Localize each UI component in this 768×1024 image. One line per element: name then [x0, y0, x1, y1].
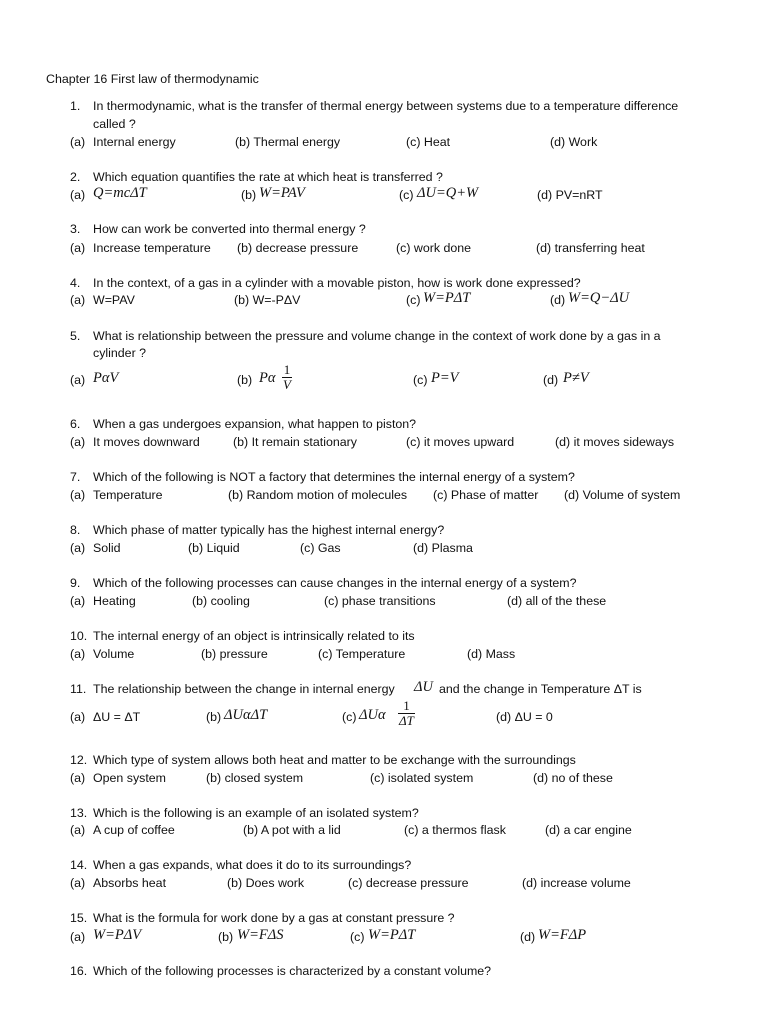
fraction-denominator: ΔT — [399, 713, 414, 728]
option-c-equation: W=PΔT — [368, 927, 416, 943]
option-d: (d) transferring heat — [536, 241, 645, 255]
option-c-equation: P=V — [431, 370, 459, 386]
option-d: (d) Work — [550, 135, 598, 149]
option-b: (b) decrease pressure — [237, 241, 359, 255]
option-a-equation: Q=mcΔT — [93, 185, 147, 201]
option-a-label: (a) — [70, 293, 86, 307]
option-a-label: (a) — [70, 647, 86, 661]
question-text: Which is the following is an example of an isolated system? — [93, 806, 419, 820]
option-d-equation: W=Q−ΔU — [568, 290, 630, 306]
option-c-fraction — [398, 699, 415, 728]
question-number: 9. — [70, 576, 81, 590]
question-text: The relationship between the change in internal energy — [93, 682, 395, 696]
question-text: Which type of system allows both heat and matter to be exchange with the surroundings — [93, 753, 576, 767]
option-a-label: (a) — [70, 135, 86, 149]
option-d: (d) no of these — [533, 771, 613, 785]
option-b: (b) cooling — [192, 594, 250, 608]
option-a-label: (a) — [70, 188, 86, 202]
option-b: (b) A pot with a lid — [243, 823, 341, 837]
question-text: When a gas undergoes expansion, what happen to piston? — [93, 417, 417, 431]
question-number: 3. — [70, 222, 81, 236]
question-text: Which equation quantifies the rate at which heat is transferred ? — [93, 170, 443, 184]
option-c-label: (c) — [342, 710, 357, 724]
option-a-label: (a) — [70, 710, 86, 724]
question-number: 7. — [70, 470, 81, 484]
option-b-equation: ΔUαΔT — [224, 707, 268, 723]
option-b-label: (b) — [241, 188, 257, 202]
option-b: (b) Thermal energy — [235, 135, 341, 149]
question-text: What is the formula for work done by a gas at constant pressure ? — [93, 911, 455, 925]
option-d: (d) it moves sideways — [555, 435, 675, 449]
option-b: (b) pressure — [201, 647, 268, 661]
option-a: It moves downward — [93, 435, 200, 449]
option-d-equation: W=FΔP — [538, 927, 587, 943]
question-text: Which of the following processes is characterized by a constant volume? — [93, 964, 492, 978]
question-text-continued: cylinder ? — [93, 346, 147, 360]
question-number: 1. — [70, 99, 81, 113]
option-b-label: (b) — [218, 930, 234, 944]
question-text: The internal energy of an object is intrinsically related to its — [93, 629, 415, 643]
option-a-label: (a) — [70, 435, 86, 449]
option-d: (d) Mass — [467, 647, 516, 661]
option-b: (b) W=-PΔV — [234, 293, 301, 307]
option-a: Internal energy — [93, 135, 176, 149]
option-d: (d) all of the these — [507, 594, 607, 608]
option-a: Open system — [93, 771, 166, 785]
question-text: What is relationship between the pressure and volume change in the context of work done by a gas in a — [93, 329, 661, 343]
option-b-equation: W=PAV — [259, 185, 305, 201]
option-c-label: (c) — [350, 930, 365, 944]
option-b: (b) Random motion of molecules — [228, 488, 408, 502]
fraction-numerator: 1 — [403, 698, 410, 713]
option-c: (c) a thermos flask — [404, 823, 506, 837]
option-a: W=PAV — [93, 293, 135, 307]
option-a-label: (a) — [70, 373, 86, 387]
option-a-label: (a) — [70, 930, 86, 944]
question-number: 14. — [70, 858, 88, 872]
page-title: Chapter 16 First law of thermodynamic — [46, 72, 259, 86]
question-text: In the context, of a gas in a cylinder with a movable piston, how is work done expressed? — [93, 276, 581, 290]
option-b-fraction — [282, 363, 292, 392]
option-a-label: (a) — [70, 876, 86, 890]
question-math: ΔU — [414, 679, 433, 695]
option-a: Solid — [93, 541, 121, 555]
option-d: (d) PV=nRT — [537, 188, 603, 202]
question-text: Which of the following is NOT a factory that determines the internal energy of a system? — [93, 470, 575, 484]
option-c-label: (c) — [399, 188, 414, 202]
question-text: Which of the following processes can cause changes in the internal energy of a system? — [93, 576, 577, 590]
question-number: 5. — [70, 329, 81, 343]
question-text: Which phase of matter typically has the highest internal energy? — [93, 523, 445, 537]
option-a-label: (a) — [70, 823, 86, 837]
option-b: (b) closed system — [206, 771, 304, 785]
question-number: 12. — [70, 753, 88, 767]
option-b-equation: W=FΔS — [237, 927, 284, 943]
option-b-label: (b) — [206, 710, 222, 724]
question-number: 10. — [70, 629, 88, 643]
option-a: Absorbs heat — [93, 876, 167, 890]
option-b-label: (b) — [237, 373, 253, 387]
option-a: A cup of coffee — [93, 823, 175, 837]
option-c: (c) isolated system — [370, 771, 474, 785]
option-c: (c) Temperature — [318, 647, 406, 661]
option-a-label: (a) — [70, 541, 86, 555]
option-c-equation: W=PΔT — [423, 290, 471, 306]
option-a: Heating — [93, 594, 136, 608]
question-text: When a gas expands, what does it do to its surroundings? — [93, 858, 412, 872]
option-a-equation: PαV — [93, 370, 119, 386]
question-text-end: and the change in Temperature ΔT is — [439, 682, 642, 696]
option-c: (c) phase transitions — [324, 594, 436, 608]
option-d-equation: P≠V — [563, 370, 589, 386]
option-c: (c) it moves upward — [406, 435, 515, 449]
question-text-continued: called ? — [93, 117, 136, 131]
option-c-equation: ΔUα — [359, 707, 386, 723]
option-c: (c) Heat — [406, 135, 451, 149]
option-c-label: (c) — [413, 373, 428, 387]
fraction-denominator: V — [283, 377, 291, 392]
option-d-label: (d) — [550, 293, 566, 307]
question-number: 4. — [70, 276, 81, 290]
question-number: 15. — [70, 911, 88, 925]
question-number: 6. — [70, 417, 81, 431]
option-d-label: (d) — [520, 930, 536, 944]
question-number: 16. — [70, 964, 88, 978]
option-d: (d) Volume of system — [564, 488, 681, 502]
option-b: (b) Liquid — [188, 541, 240, 555]
option-d: (d) a car engine — [545, 823, 632, 837]
option-b: (b) It remain stationary — [233, 435, 357, 449]
option-d: (d) ΔU = 0 — [496, 710, 553, 724]
option-c: (c) work done — [396, 241, 472, 255]
option-a-label: (a) — [70, 488, 86, 502]
option-c: (c) Gas — [300, 541, 341, 555]
option-a: Increase temperature — [93, 241, 211, 255]
question-text: How can work be converted into thermal energy ? — [93, 222, 366, 236]
question-text: In thermodynamic, what is the transfer of thermal energy between systems due to a temperature difference — [93, 99, 679, 113]
question-number: 11. — [70, 682, 87, 696]
option-a-label: (a) — [70, 594, 86, 608]
option-a-label: (a) — [70, 771, 86, 785]
option-b-equation: Pα — [259, 370, 276, 386]
option-c: (c) Phase of matter — [433, 488, 539, 502]
option-a: Temperature — [93, 488, 163, 502]
option-d-label: (d) — [543, 373, 559, 387]
fraction-numerator: 1 — [283, 362, 291, 377]
option-d: (d) increase volume — [522, 876, 631, 890]
option-a: Volume — [93, 647, 135, 661]
option-a: ΔU = ΔT — [93, 710, 141, 724]
option-c-label: (c) — [406, 293, 421, 307]
option-b: (b) Does work — [227, 876, 305, 890]
option-a-label: (a) — [70, 241, 86, 255]
question-number: 13. — [70, 806, 88, 820]
question-number: 2. — [70, 170, 81, 184]
option-c-equation: ΔU=Q+W — [417, 185, 479, 201]
option-c: (c) decrease pressure — [348, 876, 469, 890]
option-a-equation: W=PΔV — [93, 927, 142, 943]
option-d: (d) Plasma — [413, 541, 473, 555]
question-number: 8. — [70, 523, 81, 537]
